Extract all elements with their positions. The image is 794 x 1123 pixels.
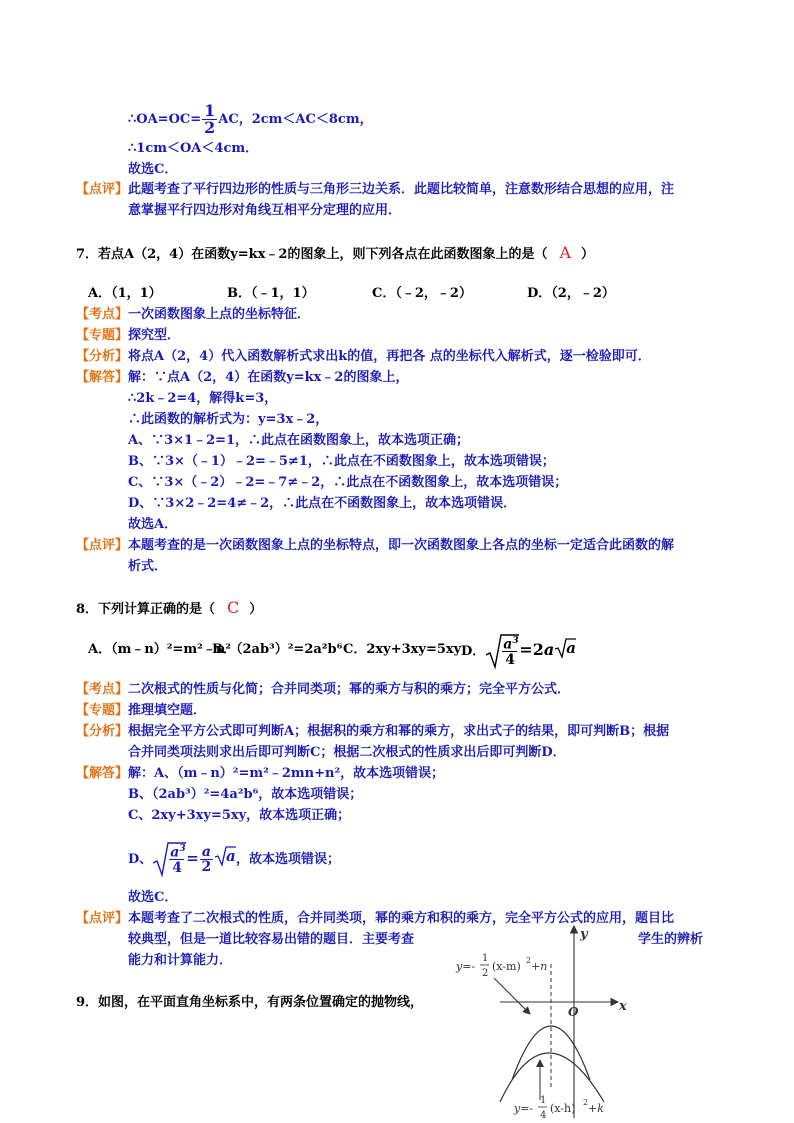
q9-parabola-graph [444, 920, 644, 1120]
q9-stem: 9．如图，在平面直角坐标系中，有两条位置确定的抛物线， [76, 995, 424, 1010]
q7-option-b: B．（﹣1，1） [227, 286, 315, 301]
fenxi-text: 根据完全平方公式即可判断A；根据积的乘方和幂的乘方，求出式子的结果，即可判断B；根据 [128, 724, 670, 739]
fenxi-tag: 【分析】 [76, 349, 129, 364]
p6-fraction [202, 103, 217, 136]
p6-frac-den: 2 [204, 118, 216, 137]
q8-zhuanti [76, 701, 206, 721]
label-arrow-top [494, 978, 530, 1014]
zhuanti-tag: 【专题】 [76, 703, 129, 718]
jieda-tag: 【解答】 [76, 370, 129, 385]
q7-stem [76, 243, 594, 265]
q7-stem-text: 7．若点A（2，4）在函数y=kx﹣2的图象上，则下列各点在此函数图象上的是（ [76, 247, 548, 262]
q8-option-a: A．（m﹣n）²=m²﹣n² [88, 642, 231, 657]
q7-kaodian [76, 305, 310, 325]
q7-jieda [76, 368, 408, 388]
q8-stem [76, 598, 262, 620]
q8-jd4-rad2: a [225, 847, 236, 865]
p6-line-3: 故选C． [128, 162, 178, 177]
q7-jieda-2: ∴2k﹣2=4，解得k=3， [128, 391, 278, 406]
formula-top-den: 2 [482, 968, 489, 979]
q7-dianping-2: 析式． [128, 559, 168, 574]
q8-option-d-label: D． [461, 644, 486, 659]
q8-d-rad-exp: 3 [512, 635, 519, 646]
q7-stem-end: ） [581, 247, 595, 262]
jieda-tag: 【解答】 [76, 766, 129, 781]
q8-stem-end: ） [249, 602, 263, 617]
p6-line1-text: ∴OA=OC= [128, 112, 202, 127]
formula-top-num: 1 [482, 953, 489, 964]
q8-jieda [76, 764, 444, 784]
q7-fenxi [76, 347, 651, 367]
q8-jieda-5: 故选C． [128, 890, 178, 905]
q8-jd4-frac-den: 2 [201, 859, 212, 875]
formula-top [455, 953, 547, 979]
q8-kaodian [76, 680, 570, 700]
formula-bottom [513, 1095, 604, 1120]
formula-bot-end: +k [588, 1102, 604, 1115]
review-text: 此题考查了平行四边形的性质与三角形三边关系．此题比较简单，注意数形结合思想的应用，注 [128, 182, 675, 197]
q8-d-rad-top-a: a [503, 636, 513, 653]
p6-line-2: ∴1cm＜OA＜4cm． [128, 141, 259, 156]
jieda-text: 解：A、（m﹣n）²=m²﹣2mn+n²，故本选项错误； [128, 766, 445, 781]
sqrt-icon [214, 845, 236, 867]
q8-jieda-2: B、（2ab³）²=4a²b⁶，故本选项错误； [128, 787, 363, 802]
formula-bot-tail: (x-h) [550, 1102, 576, 1115]
formula-bot-den: 4 [540, 1110, 547, 1120]
sqrt-icon [152, 841, 186, 879]
q8-jd4-rad-bot: 4 [172, 859, 183, 876]
dianping-tag: 【点评】 [76, 538, 129, 553]
dianping-tag: 【点评】 [76, 911, 129, 926]
formula-bot-lhs: y=- [514, 1102, 534, 1115]
q7-jieda-4: A、∵3×1﹣2=1，∴此点在函数图象上，故本选项正确； [128, 433, 470, 448]
formula-bot-num: 1 [540, 1095, 547, 1106]
formula-top-lhs: y=- [456, 960, 476, 973]
sqrt-icon [485, 633, 519, 671]
fenxi-tag: 【分析】 [76, 724, 129, 739]
q7-answer: A [559, 243, 572, 262]
q8-d-rhs-b: a [543, 640, 555, 659]
p6-line-1 [128, 103, 373, 136]
dianping-text: 本题考查的是一次函数图象上点的坐标特点，即一次函数图象上各点的坐标一定适合此函数的解 [128, 538, 675, 553]
q8-jieda-4 [128, 838, 340, 880]
axis-y-label: y [580, 927, 588, 942]
q8-dianping-2b: 学生的辨析 [638, 932, 704, 947]
q8-jieda-4-label: D、 [128, 852, 153, 867]
q8-answer: C [227, 598, 240, 617]
jieda-text: 解：∵点A（2，4）在函数y=kx﹣2的图象上， [128, 370, 409, 385]
axis-x-label: x [619, 999, 627, 1014]
origin-label: O [568, 1005, 579, 1019]
q8-jd4-rad-top [170, 841, 185, 861]
p6-line1-text-b: AC，2cm＜AC＜8cm， [218, 112, 373, 127]
dianping-text: 本题考查了二次根式的性质，合并同类项，幂的乘方和积的乘方，完全平方公式的应用，题目比 [128, 911, 675, 926]
sqrt-icon [554, 637, 576, 659]
formula-top-end: +n [531, 960, 548, 973]
q8-jd4-rad-top-a: a [170, 844, 180, 861]
q8-jd4-eq: = [186, 849, 199, 867]
q7-jieda-7: D、∵3×2﹣2=4≠﹣2，∴此点在不函数图象上，故本选项错误． [128, 496, 517, 511]
zhuanti-text: 推理填空题． [128, 703, 207, 718]
q7-jieda-3: ∴此函数的解析式为：y=3x﹣2， [128, 412, 329, 427]
q7-dianping [76, 536, 674, 556]
p6-review-2: 意掌握平行四边形对角线互相平分定理的应用． [128, 203, 402, 218]
zhuanti-text: 探究型． [128, 328, 181, 343]
q8-jd4-end: ，故本选项错误； [235, 852, 340, 867]
fenxi-text: 将点A（2，4）代入函数解析式求出k的值，再把各 点的坐标代入解析式，逐一检验即可． [128, 349, 651, 364]
q8-option-c: C．2xy+3xy=5xy [343, 642, 462, 657]
q7-option-a: A．（1，1） [88, 286, 162, 301]
q8-jieda-3: C、2xy+3xy=5xy，故本选项正确； [128, 808, 351, 823]
q8-fenxi-2: 合并同类项法则求出后即可判断C；根据二次根式的性质求出后即可判断D． [128, 745, 566, 760]
kaodian-text: 一次函数图象上点的坐标特征． [128, 307, 311, 322]
review-tag: 【点评】 [76, 182, 129, 197]
q8-d-rhs-c: a [566, 639, 576, 657]
q7-zhuanti [76, 326, 180, 346]
q8-d-rhs-a: =2 [519, 640, 544, 659]
q8-stem-text: 8．下列计算正确的是（ [76, 602, 216, 617]
q8-dianping-2a: 较典型，但是一道比较容易出错的题目．主要考查 [128, 932, 415, 947]
kaodian-tag: 【考点】 [76, 682, 129, 697]
q8-d-rad-bot: 4 [505, 651, 516, 668]
formula-top-tail: (x-m) [492, 960, 521, 973]
kaodian-tag: 【考点】 [76, 307, 129, 322]
formula-top-sup: 2 [526, 956, 532, 965]
p6-review-1 [76, 180, 674, 200]
q8-jd4-rad-exp: 3 [179, 843, 186, 854]
q7-option-c: C．（﹣2，﹣2） [372, 286, 472, 301]
zhuanti-tag: 【专题】 [76, 328, 129, 343]
q8-option-b: B．（2ab³）²=2a²b⁶ [212, 642, 343, 657]
parabola-lower [500, 1053, 604, 1102]
q8-option-d [461, 631, 576, 671]
q7-jieda-6: C、∵3×（﹣2）﹣2=﹣7≠﹣2，∴此点在不函数图象上，故本选项错误； [128, 475, 568, 490]
q8-jd4-fraction [200, 845, 213, 874]
q7-option-d: D．（2，﹣2） [527, 286, 615, 301]
q8-jd4-frac-num: a [201, 844, 211, 860]
q7-jieda-8: 故选A． [128, 517, 178, 532]
formula-bot-sup: 2 [583, 1098, 589, 1107]
q7-jieda-5: B、∵3×（﹣1）﹣2=﹣5≠1，∴此点在不函数图象上，故本选项错误； [128, 454, 555, 469]
q8-fenxi [76, 722, 669, 742]
q8-dianping-3: 能力和计算能力． [128, 953, 233, 968]
kaodian-text: 二次根式的性质与化简；合并同类项；幂的乘方与积的乘方；完全平方公式． [128, 682, 571, 697]
p6-frac-num: 1 [204, 101, 216, 120]
q8-d-rad-top [503, 633, 518, 653]
